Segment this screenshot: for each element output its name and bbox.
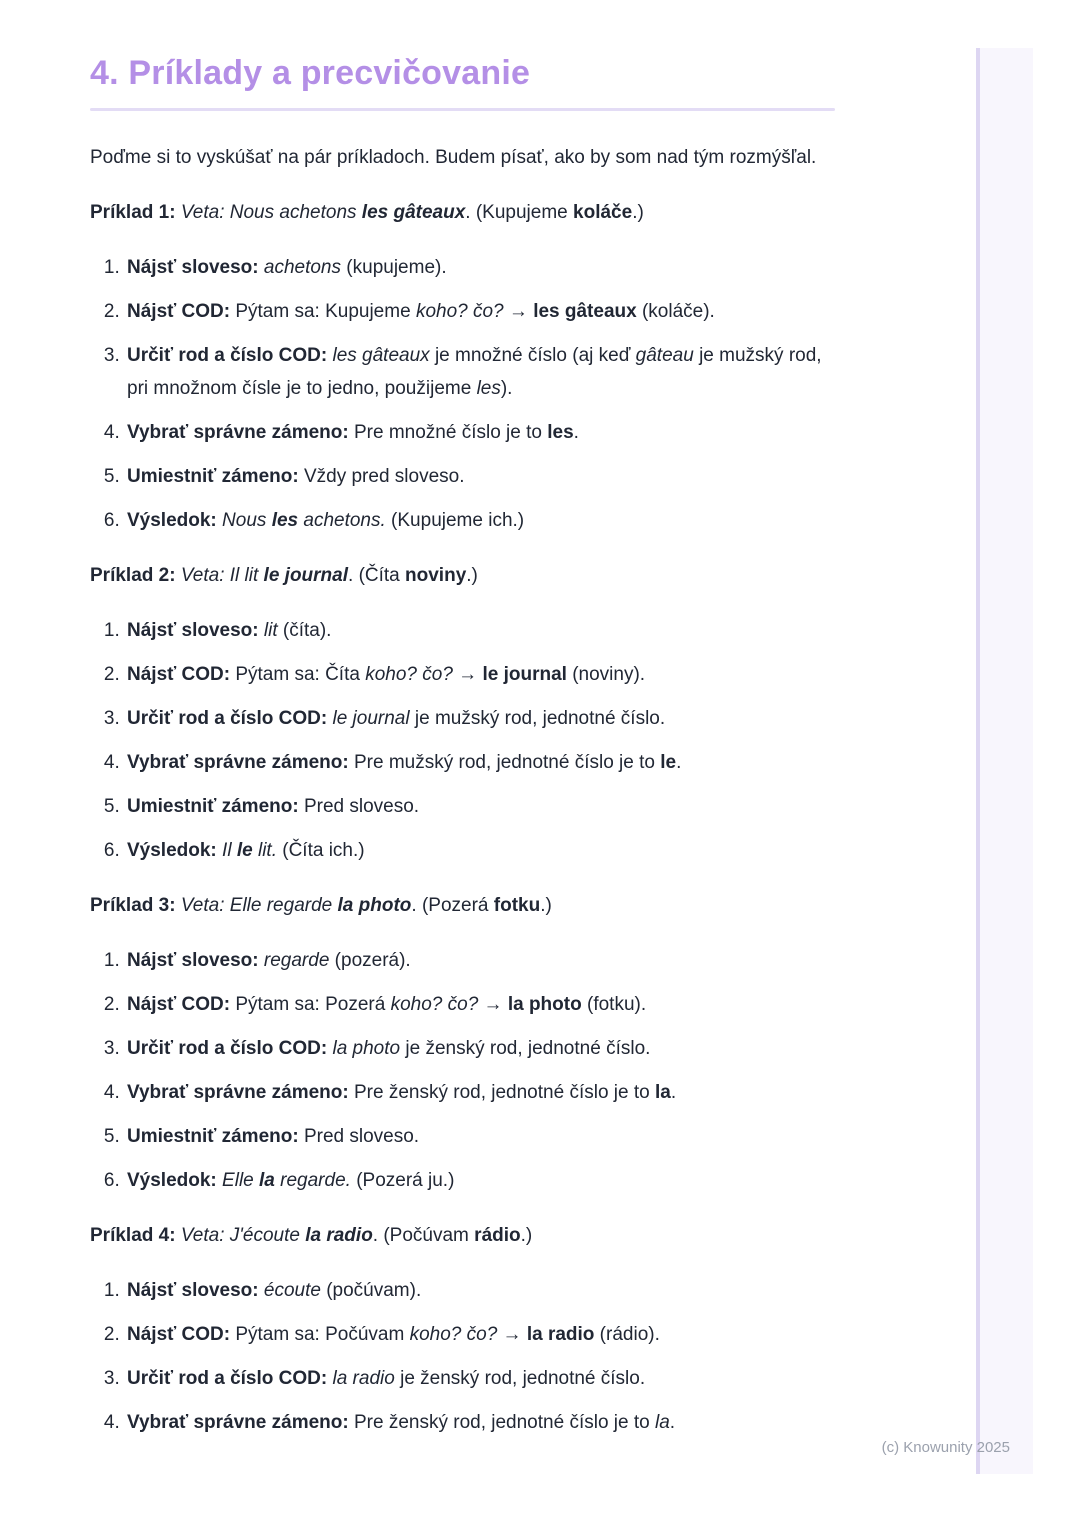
text-run: Nájsť sloveso: (127, 620, 259, 641)
step-item (125, 1076, 835, 1109)
text-run: la (259, 1170, 275, 1191)
text-run: koho? čo? (365, 664, 453, 685)
text-run: regarde (263, 950, 330, 971)
text-run: achetons (263, 257, 342, 278)
page-title: 4. Príklady a precvičovanie (90, 54, 531, 92)
step-item (125, 1274, 835, 1307)
text-run: .) (466, 565, 478, 586)
text-run: Príklad 3: (90, 895, 181, 916)
examples-container (90, 196, 835, 1439)
example-3-steps (90, 944, 835, 1197)
text-run: Nájsť sloveso: (127, 950, 259, 971)
text-run: Príklad 4: (90, 1225, 181, 1246)
text-run: lit. (252, 840, 277, 861)
text-run: koho? čo? (390, 994, 479, 1015)
step-item (125, 944, 835, 977)
step-item (125, 1362, 835, 1395)
text-run: Príklad 2: (90, 565, 181, 586)
text-run: . (Kupujeme (465, 202, 574, 223)
text-run: Nájsť COD: (127, 664, 231, 685)
text-run: la (654, 1082, 671, 1103)
text-run: achetons. (298, 510, 386, 531)
text-run: (rádio). (594, 1324, 660, 1345)
text-run: Pýtam sa: Kupujeme (230, 301, 416, 322)
step-item (125, 702, 835, 735)
text-run: Umiestniť zámeno: (127, 466, 299, 487)
text-run: je ženský rod, jednotné číslo. (394, 1368, 646, 1389)
step-item (125, 1318, 835, 1351)
text-run: . (Počúvam (372, 1225, 475, 1246)
page-edge-strip (976, 48, 1033, 1474)
text-run: Výsledok: (127, 1170, 217, 1191)
text-run: Veta: Nous achetons (180, 202, 362, 223)
text-run: . (669, 1412, 676, 1433)
text-run: .) (632, 202, 644, 223)
text-run: (koláče). (636, 301, 715, 322)
text-run: Pre množné číslo je to (348, 422, 548, 443)
text-run: (kupujeme). (341, 257, 447, 278)
text-run: Výsledok: (127, 840, 217, 861)
text-run: la radio (305, 1225, 373, 1246)
text-run: → (452, 664, 483, 685)
text-run: Vybrať správne zámeno: (127, 422, 349, 443)
text-run: lit (263, 620, 278, 641)
text-run: . (670, 1082, 677, 1103)
step-item (125, 746, 835, 779)
title-divider (90, 108, 835, 111)
text-run: regarde. (274, 1170, 351, 1191)
text-run: les gâteaux (332, 345, 430, 366)
text-run: koláče (573, 202, 633, 223)
text-run: je množné číslo (aj keď (429, 345, 636, 366)
text-run: noviny (405, 565, 467, 586)
text-run: la photo (507, 994, 582, 1015)
text-run: Pýtam sa: Počúvam (230, 1324, 410, 1345)
text-run: (pozerá). (329, 950, 411, 971)
text-run: Určiť rod a číslo COD: (127, 1038, 328, 1059)
text-run: .) (540, 895, 552, 916)
text-run: les (547, 422, 574, 443)
text-run: Nájsť sloveso: (127, 257, 259, 278)
text-run: (Kupujeme ich.) (385, 510, 525, 531)
text-run: la (654, 1412, 670, 1433)
text-run: Pred sloveso. (298, 796, 420, 817)
step-item (125, 1120, 835, 1153)
text-run: Umiestniť zámeno: (127, 796, 299, 817)
text-run: Poďme si to vyskúšať na pár príkladoch. Budem písať, ako by som nad tým rozmýšľal. (90, 147, 817, 168)
text-run: (číta). (277, 620, 332, 641)
example-2-heading (90, 559, 835, 592)
text-run: écoute (263, 1280, 321, 1301)
text-run: (počúvam). (320, 1280, 422, 1301)
text-run: Pred sloveso. (298, 1126, 420, 1147)
text-run: Pýtam sa: Pozerá (230, 994, 391, 1015)
text-run: (noviny). (566, 664, 646, 685)
text-run: Veta: Il lit (180, 565, 264, 586)
step-item (125, 460, 835, 493)
step-item (125, 416, 835, 449)
example-2-steps (90, 614, 835, 867)
text-run: koho? čo? (415, 301, 504, 322)
step-item (125, 295, 835, 328)
text-run: rádio (474, 1225, 521, 1246)
text-run: Pýtam sa: Číta (230, 664, 366, 685)
text-run: le journal (263, 565, 349, 586)
example-1-heading (90, 196, 835, 229)
text-run: Nájsť COD: (127, 301, 231, 322)
text-run: Pre ženský rod, jednotné číslo je to (348, 1412, 655, 1433)
text-run: la photo (337, 895, 412, 916)
text-run: la radio (332, 1368, 395, 1389)
text-run: → (497, 1324, 527, 1345)
step-item (125, 251, 835, 284)
text-run: . (Pozerá (411, 895, 494, 916)
example-1-steps (90, 251, 835, 537)
step-item (125, 504, 835, 537)
text-run: les (476, 378, 501, 399)
text-run: . (676, 752, 682, 773)
text-run: Veta: Elle regarde (180, 895, 338, 916)
text-run: Vždy pred sloveso. (298, 466, 465, 487)
step-item (125, 658, 835, 691)
text-run: je mužský rod, pri množnom čísle je to jedno, použijeme (127, 345, 822, 399)
text-run: Určiť rod a číslo COD: (127, 345, 328, 366)
text-run: je ženský rod, jednotné číslo. (400, 1038, 651, 1059)
text-run: Pre ženský rod, jednotné číslo je to (348, 1082, 655, 1103)
text-run: gâteau (635, 345, 694, 366)
example-4-heading (90, 1219, 835, 1252)
document-content (90, 52, 835, 1461)
text-run: ). (500, 378, 513, 399)
text-run: Nous (222, 510, 272, 531)
step-item (125, 1164, 835, 1197)
text-run: Elle (222, 1170, 260, 1191)
step-item (125, 790, 835, 823)
text-run: (fotku). (581, 994, 647, 1015)
text-run: les (271, 510, 299, 531)
text-run: Vybrať správne zámeno: (127, 1412, 349, 1433)
text-run: Určiť rod a číslo COD: (127, 708, 328, 729)
step-item (125, 988, 835, 1021)
text-run: Príklad 1: (90, 202, 181, 223)
example-3-heading (90, 889, 835, 922)
step-item (125, 614, 835, 647)
step-item (125, 339, 835, 405)
copyright-note: (c) Knowunity 2025 (881, 1439, 1010, 1456)
text-run: la photo (332, 1038, 401, 1059)
text-run: → (503, 301, 534, 322)
text-run: le (660, 752, 677, 773)
text-run: → (478, 994, 508, 1015)
text-run: Nájsť COD: (127, 1324, 231, 1345)
text-run: les gâteaux (361, 202, 466, 223)
text-run: fotku (493, 895, 541, 916)
text-run: koho? čo? (409, 1324, 498, 1345)
text-run: Výsledok: (127, 510, 217, 531)
step-item (125, 1406, 835, 1439)
text-run: (Číta ich.) (276, 840, 365, 861)
step-item (125, 834, 835, 867)
text-run: la radio (526, 1324, 595, 1345)
text-run: (Pozerá ju.) (350, 1170, 455, 1191)
text-run: Umiestniť zámeno: (127, 1126, 299, 1147)
text-run: Určiť rod a číslo COD: (127, 1368, 328, 1389)
text-run: . (Číta (348, 565, 406, 586)
text-run: Nájsť COD: (127, 994, 231, 1015)
text-run: Vybrať správne zámeno: (127, 752, 349, 773)
text-run: Nájsť sloveso: (127, 1280, 259, 1301)
text-run: . (573, 422, 579, 443)
text-run: le (236, 840, 253, 861)
text-run: le journal (332, 708, 410, 729)
example-4-steps (90, 1274, 835, 1439)
step-item (125, 1032, 835, 1065)
text-run: .) (520, 1225, 533, 1246)
text-run: Veta: J'écoute (180, 1225, 306, 1246)
intro-paragraph (90, 141, 835, 174)
text-run: le journal (482, 664, 567, 685)
text-run: les gâteaux (533, 301, 637, 322)
text-run: Vybrať správne zámeno: (127, 1082, 349, 1103)
text-run: Pre mužský rod, jednotné číslo je to (348, 752, 661, 773)
text-run: je mužský rod, jednotné číslo. (409, 708, 666, 729)
text-run: Il (222, 840, 237, 861)
